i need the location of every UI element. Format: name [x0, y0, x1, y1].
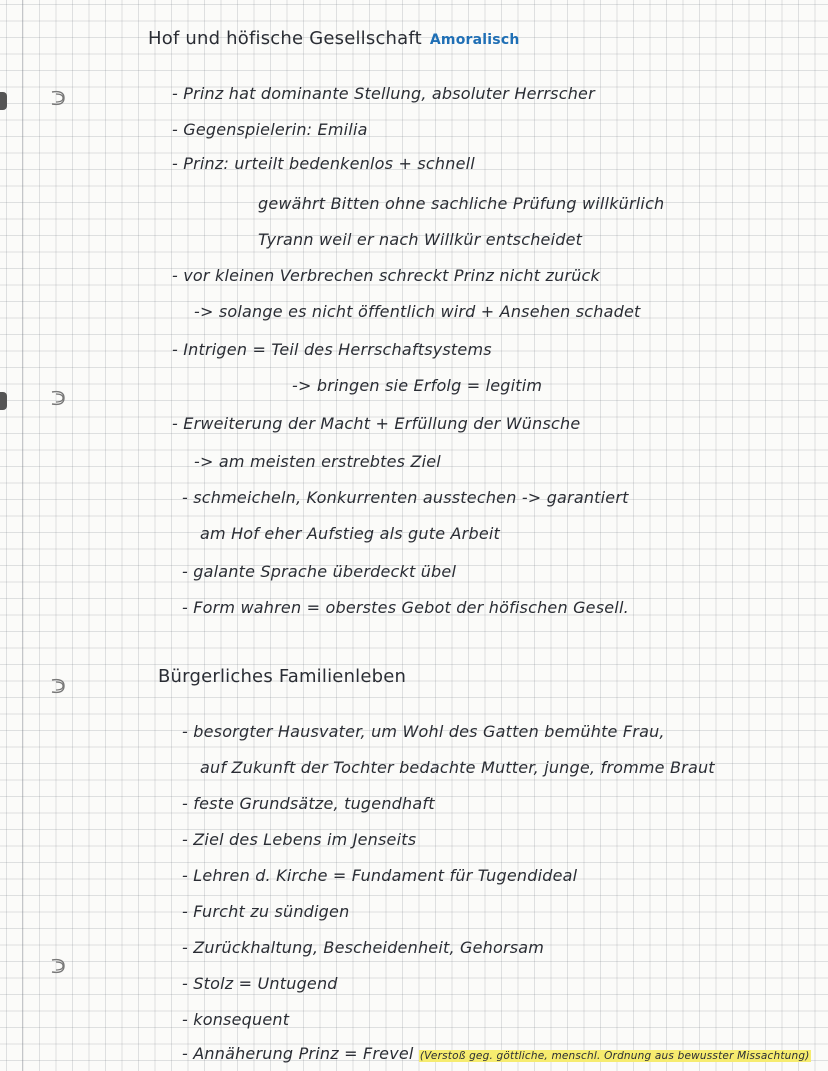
- note-line: - Form wahren = oberstes Gebot der höfischen Gesell.: [182, 598, 629, 617]
- binder-hole: [0, 92, 7, 110]
- annotation-amoralisch: Amoralisch: [429, 32, 520, 48]
- section-title-court: Hof und höfische Gesellschaft Amoralisch: [148, 28, 520, 49]
- note-line: - feste Grundsätze, tugendhaft: [182, 794, 435, 813]
- margin-line: [22, 0, 23, 1071]
- hole-reinforcement-icon: [48, 388, 74, 408]
- note-line: - konsequent: [182, 1010, 290, 1029]
- note-line: - Prinz: urteilt bedenkenlos + schnell: [172, 154, 475, 173]
- note-line: auf Zukunft der Tochter bedachte Mutter, junge, fromme Braut: [200, 758, 715, 777]
- binder-hole: [0, 392, 7, 410]
- note-line-last: - Annäherung Prinz = Frevel (Verstoß geg. göttliche, menschl. Ordnung aus bewusster Missachtung): [182, 1044, 810, 1063]
- note-line: - Gegenspielerin: Emilia: [172, 120, 368, 139]
- note-line: - Lehren d. Kirche = Fundament für Tugendideal: [182, 866, 578, 885]
- note-line: -> am meisten erstrebtes Ziel: [194, 452, 441, 471]
- note-line: - Stolz = Untugend: [182, 974, 338, 993]
- note-line: gewährt Bitten ohne sachliche Prüfung willkürlich: [258, 194, 665, 213]
- note-line: - Ziel des Lebens im Jenseits: [182, 830, 417, 849]
- note-line: am Hof eher Aufstieg als gute Arbeit: [200, 524, 500, 543]
- note-line: - Furcht zu sündigen: [182, 902, 350, 921]
- note-line: - schmeicheln, Konkurrenten ausstechen -> garantiert: [182, 488, 629, 507]
- note-line: -> bringen sie Erfolg = legitim: [292, 376, 543, 395]
- note-line: - Zurückhaltung, Bescheidenheit, Gehorsam: [182, 938, 545, 957]
- hole-reinforcement-icon: [48, 676, 74, 696]
- note-line: - Prinz hat dominante Stellung, absoluter Herrscher: [172, 84, 595, 103]
- section-title-family: Bürgerliches Familienleben: [158, 666, 407, 687]
- note-line: - Intrigen = Teil des Herrschaftsystems: [172, 340, 492, 359]
- note-parenthetical: (Verstoß geg. göttliche, menschl. Ordnung aus bewusster Missachtung): [419, 1050, 810, 1062]
- note-line: - vor kleinen Verbrechen schreckt Prinz nicht zurück: [172, 266, 601, 285]
- note-line: -> solange es nicht öffentlich wird + Ansehen schadet: [194, 302, 641, 321]
- note-line: - besorgter Hausvater, um Wohl des Gatten bemühte Frau,: [182, 722, 665, 741]
- hole-reinforcement-icon: [48, 956, 74, 976]
- note-line: - Erweiterung der Macht + Erfüllung der Wünsche: [172, 414, 581, 433]
- hole-reinforcement-icon: [48, 88, 74, 108]
- note-line: - galante Sprache überdeckt übel: [182, 562, 457, 581]
- note-line: Tyrann weil er nach Willkür entscheidet: [258, 230, 583, 249]
